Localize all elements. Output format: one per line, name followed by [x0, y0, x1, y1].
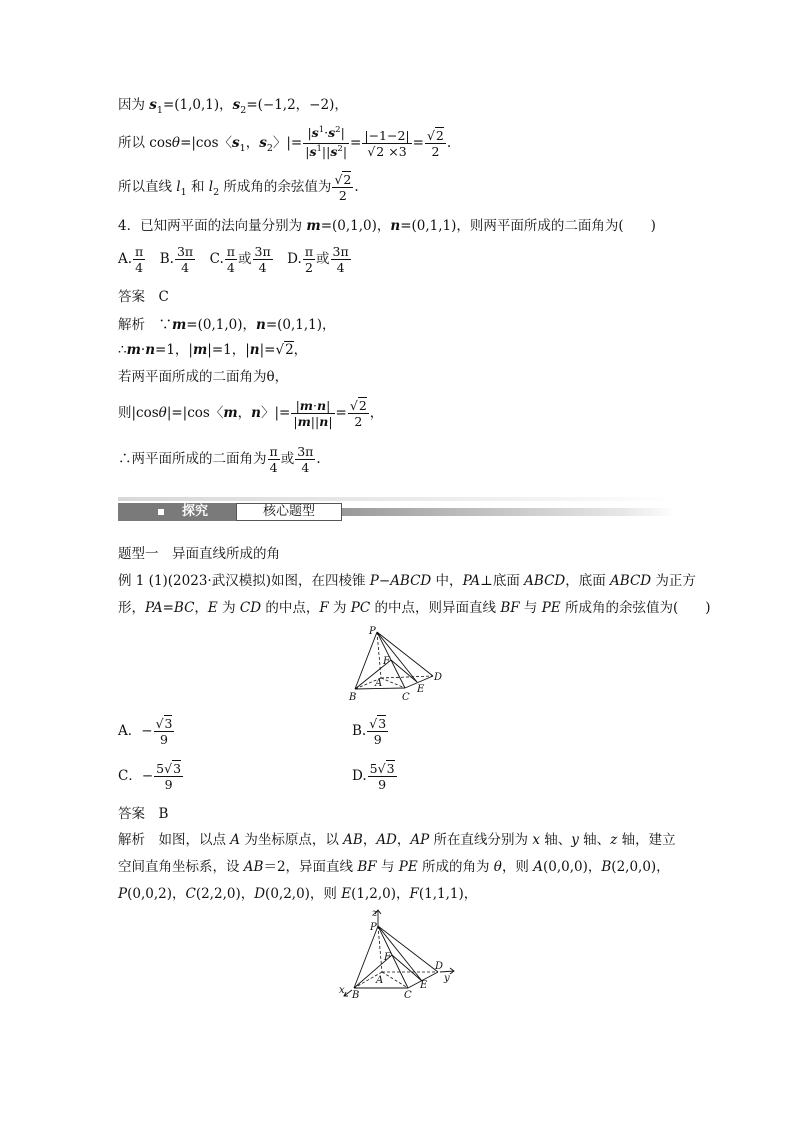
section-banner [118, 503, 676, 521]
label-P2: P [370, 922, 377, 933]
q4-analysis-1: 解析 ∵m=(0,1,0)，n=(0,1,1)， [118, 317, 336, 333]
banner-left: 探究 [118, 503, 236, 521]
label-A2: A [376, 975, 384, 986]
banner-shade [118, 497, 676, 501]
prev-line-2: 所以 cosθ=|cos〈$s_1$，$s_2$〉|= $\frac{|s^1\cdot s^2|}{|s^1||s^2|}$ = $\frac{|-1-2|}{√2 \times 3}$ = $\frac{√2}{2}$ . [118, 125, 452, 159]
example-line-2: 形，PA=BC，E 为 CD 的中点，F 为 PC 的中点，则异面直线 BF 与 PE 所成角的余弦值为( ) [118, 600, 711, 616]
label-A: A [375, 678, 383, 689]
label-B2: B [352, 990, 360, 1000]
option-C: C．− $\frac{5√3}{9}$ [118, 761, 182, 792]
label-B: B [349, 692, 357, 703]
q4-analysis-3: 若两平面所成的二面角为θ， [118, 369, 289, 385]
prev-line-3: 所以直线 $l_1$ 和 $l_2$ 所成角的余弦值为 $\frac{√2}{2}$ . [118, 172, 359, 203]
label-C2: C [404, 990, 412, 1000]
square-icon [158, 509, 164, 515]
q4-analysis-4: 则|cosθ|=|cos〈m，n〉|= $\frac{|m\cdot n|}{|m||n|}$ = $\frac{√2}{2}$ ， [118, 398, 384, 429]
option-A: A．− $\frac{√3}{9}$ [118, 716, 173, 747]
q4-answer: 答案 C [118, 289, 169, 305]
option-B: B. $\frac{√3}{9}$ [352, 716, 387, 747]
label-P: P [369, 626, 376, 637]
example-analysis-3: P(0,0,2)，C(2,2,0)，D(0,2,0)，则 E(1,2,0)，F(1,1,1)， [118, 886, 478, 902]
example-analysis-1: 解析 如图，以点 A 为坐标原点，以 AB，AD，AP 所在直线分别为 x 轴、y 轴、z 轴，建立 [118, 832, 676, 848]
label-C: C [402, 692, 410, 703]
example-line-1: 例 1 (1)(2023·武汉模拟)如图，在四棱锥 P−ABCD 中，PA⊥底面 ABCD，底面 ABCD 为正方 [118, 573, 696, 589]
prev-line-1: 因为 $s_1=(1,0,1)$，$s_2=(-1,2$，−2)， [118, 97, 348, 116]
pyramid-figure [345, 624, 445, 704]
example-analysis-2: 空间直角坐标系，设 AB＝2，异面直线 BF 与 PE 所成的角为 θ，则 A(0,0,0)，B(2,0,0)， [118, 859, 670, 875]
label-D2: D [435, 961, 444, 972]
label-E2: E [420, 980, 428, 991]
type1-title: 题型一 异面直线所成的角 [118, 546, 280, 562]
label-z: z [372, 908, 378, 919]
coordinate-figure [338, 908, 460, 1000]
option-D: D. $\frac{5√3}{9}$ [352, 761, 395, 792]
q4-analysis-5: ∴两平面所成的二面角为 $\frac{\pi}{4}$ 或 $\frac{3\pi}{4}$ . [118, 444, 321, 475]
q4-options: A. $\frac{\pi}{4}$ B. $\frac{3\pi}{4}$ C. $\frac{\pi}{4}$ 或 $\frac{3\pi}{4}$ D. $\frac{\pi}{2}$ 或 $\frac{3\pi}{4}$ [118, 244, 349, 275]
example-answer: 答案 B [118, 806, 169, 822]
label-F2: F [384, 952, 391, 963]
q4-stem: 4．已知两平面的法向量分别为 m=(0,1,0)，n=(0,1,1)，则两平面所成的二面角为( ) [118, 218, 656, 234]
banner-gradient [342, 508, 676, 516]
label-E: E [417, 684, 425, 695]
label-y: y [444, 973, 450, 984]
q4-analysis-2: ∴m·n=1，|m|=1，|n|=√2， [118, 342, 308, 358]
banner-right: 核心题型 [236, 503, 342, 521]
label-x: x [339, 985, 345, 996]
label-D: D [434, 672, 443, 683]
label-F: F [383, 656, 390, 667]
